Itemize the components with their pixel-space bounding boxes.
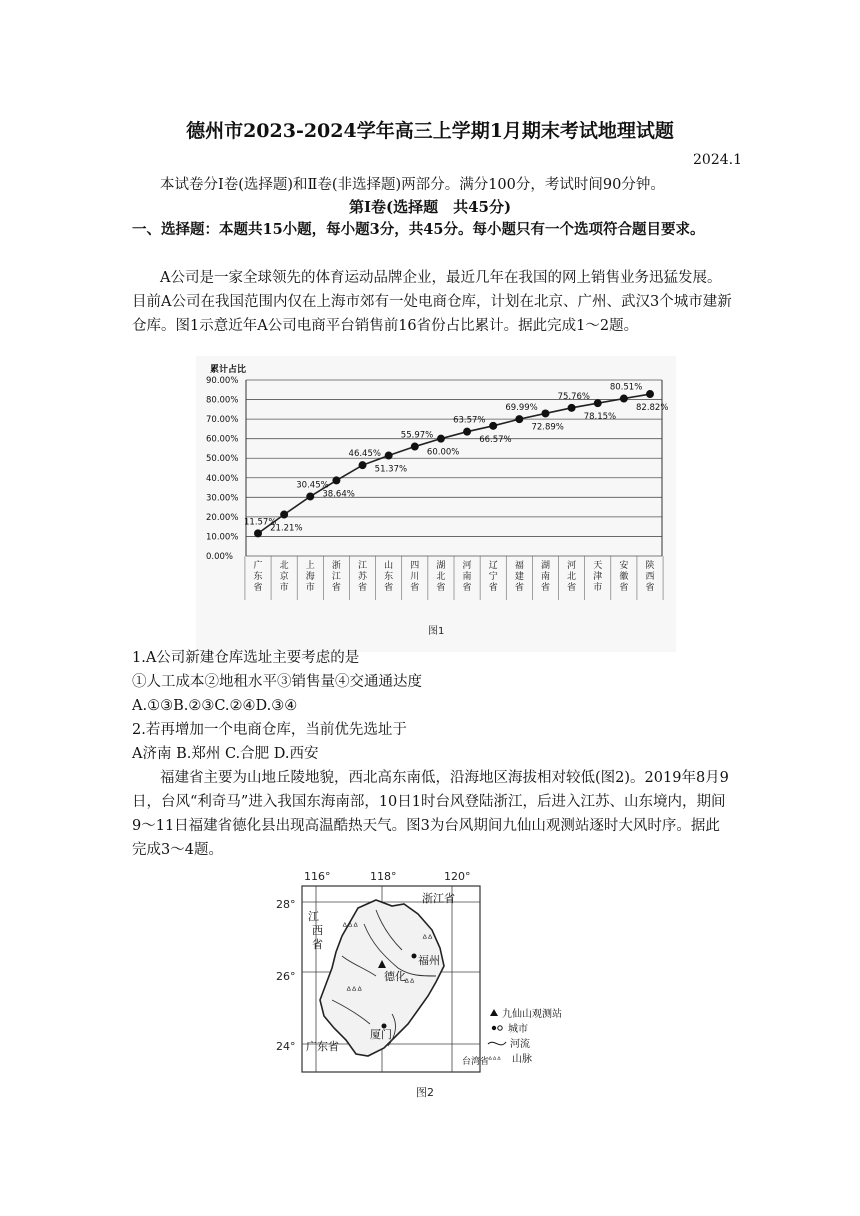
label-dehua: 德化 [384,970,406,983]
data-label: 46.45% [348,449,381,460]
passage-2: 福建省主要为山地丘陵地貌，西北高东南低，沿海地区海拔相对较低(图2)。2019年8月9日，台风“利奇马”进入我国东海南部，10日1时台风登陆浙江，后进入江苏、山东境内，期间9～11日福建省德化县出现高温酷热天气。图3为台风期间九仙山观测站逐时大风时序。据此完成3～4题。 [132,770,729,858]
lon-label-118: 118° [370,870,397,883]
legend-station: 九仙山观测站 [502,1009,562,1020]
figure-2-caption: 图2 [416,1086,434,1099]
lon-label-116: 116° [304,870,331,883]
y-axis-title: 累计占比 [210,365,247,375]
x-tick-label: 北京市 [279,561,289,593]
data-label: 82.82% [636,403,669,414]
x-tick-label: 河北省 [567,561,577,593]
lat-label-26: 26° [276,970,296,983]
label-fuzhou: 福州 [418,954,440,967]
chart-background [196,356,676,652]
y-tick-label: 10.00% [206,532,239,543]
figure-1-chart [196,356,676,652]
data-point [306,492,314,500]
data-label: 51.37% [374,464,408,475]
data-label: 80.51% [609,382,643,393]
data-point [359,461,367,469]
data-label: 72.89% [531,422,564,433]
label-xiamen: 厦门 [370,1028,392,1041]
data-point [332,476,340,484]
intro-text: 本试卷分Ⅰ卷(选择题)和Ⅱ卷(非选择题)两部分。满分100分，考试时间90分钟。 [160,177,665,193]
data-point [515,415,523,423]
data-label: 75.76% [557,391,591,402]
page-title: 德州市2023-2024学年高三上学期1月期末考试地理试题 [186,120,674,142]
x-tick-label: 四川省 [410,561,420,593]
x-tick-label: 天津市 [593,561,603,593]
data-label: 69.99% [505,403,538,414]
x-tick-label: 陕西省 [645,561,655,593]
city-marker-fuzhou [412,954,417,959]
passage-1: A公司是一家全球领先的体育运动品牌企业，最近几年在我国的网上销售业务迅猛发展。目前A公司在我国范围内仅在上海市郊有一处电商仓库，计划在北京、广州、武汉3个城市建新仓库。图1示意近年A公司电商平台销售前16省份占比累计。据此完成1～2题。 [132,270,732,334]
y-tick-label: 50.00% [206,454,239,465]
x-tick-label: 上海市 [305,561,315,593]
data-point [620,395,628,403]
y-tick-label: 40.00% [206,473,239,484]
data-label: 63.57% [453,415,486,426]
data-label: 60.00% [426,447,460,458]
y-tick-label: 20.00% [206,512,239,523]
map-legend [488,1007,562,1065]
data-label: 30.45% [296,480,329,491]
y-tick-label: 70.00% [206,415,239,426]
data-label: 78.15% [583,412,617,423]
label-guangdong: 广东省 [306,1040,339,1053]
map-marks-c: ᐞᐞᐞ [346,986,363,997]
x-tick-label: 湖南省 [540,561,550,593]
data-point [594,399,602,407]
y-tick-label: 0.00% [206,552,234,562]
data-point [280,511,288,519]
data-label: 66.57% [479,434,512,445]
svg-text:ᐞᐞᐞ: ᐞᐞᐞ [488,1055,502,1064]
data-point [385,452,393,460]
lat-label-24: 24° [276,1040,296,1053]
data-label: 21.21% [270,523,303,534]
label-zhejiang: 浙江省 [422,892,455,905]
data-point [568,404,576,412]
data-point [437,435,445,443]
section-title: 第Ⅰ卷(选择题 共45分) [348,198,512,216]
map-marks-d: ᐞᐞ [404,978,415,989]
question-2-choices: A济南 B.郑州 C.合肥 D.西安 [132,746,319,762]
map-marks-b: ᐞᐞ [422,934,433,945]
data-point [541,409,549,417]
x-tick-label: 湖北省 [436,561,446,593]
city-marker-xiamen [382,1024,387,1029]
data-point [489,422,497,430]
legend-river: 河流 [510,1039,530,1050]
label-jiangxi-3: 省 [312,938,323,951]
data-point [646,390,654,398]
x-tick-label: 广东省 [253,561,263,593]
data-point [463,428,471,436]
question-1-options: ①人工成本②地租水平③销售量④交通通达度 [132,674,422,690]
question-2-stem: 2.若再增加一个电商仓库，当前优先选址于 [132,722,407,738]
data-label: 11.57% [244,517,277,528]
map-marks-a: ᐞᐞᐞ [342,922,359,933]
data-point [254,529,262,537]
question-1-choices: A.①③B.②③C.②④D.③④ [132,698,298,714]
y-tick-label: 30.00% [206,493,239,504]
legend-city: 城市 [508,1024,528,1035]
label-jiangxi-2: 西 [312,924,323,937]
legend-mountain: 山脉 [512,1054,532,1065]
data-label: 38.64% [322,489,355,500]
x-tick-label: 河南省 [462,561,472,593]
y-tick-label: 60.00% [206,434,239,445]
exam-date: 2024.1 [693,152,742,168]
x-tick-label: 山东省 [384,561,394,593]
x-tick-label: 浙江省 [331,561,341,593]
lat-label-28: 28° [276,898,296,911]
x-tick-label: 安徽省 [619,561,629,593]
x-tick-label: 辽宁省 [488,561,498,593]
data-label: 55.97% [400,430,434,441]
label-taiwan: 台湾省 [462,1057,490,1067]
lon-label-120: 120° [444,870,471,883]
data-point [411,443,419,451]
section-instruction: 一、选择题：本题共15小题，每小题3分，共45分。每小题只有一个选项符合题目要求。 [132,221,705,238]
question-1-stem: 1.A公司新建仓库选址主要考虑的是 [132,650,360,666]
x-tick-label: 福建省 [514,561,524,593]
figure-2-map [272,864,592,1110]
y-tick-label: 90.00% [206,376,239,386]
figure-1-caption: 图1 [428,626,445,637]
label-jiangxi-1: 江 [308,910,319,923]
y-tick-label: 80.00% [206,395,239,406]
x-tick-label: 江苏省 [358,561,368,593]
